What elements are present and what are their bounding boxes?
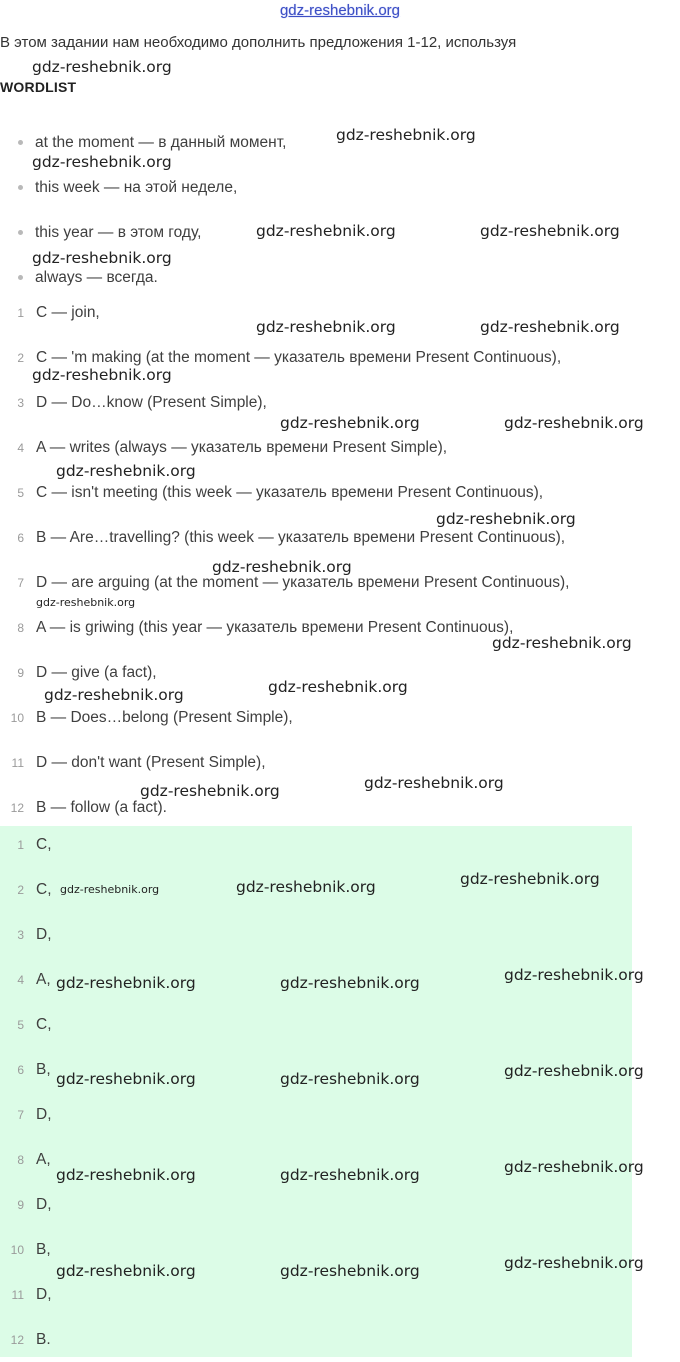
summary-item: 11 D,	[11, 1285, 52, 1303]
summary-item: 7 D,	[17, 1105, 52, 1123]
watermark: gdz-reshebnik.org	[36, 596, 136, 609]
watermark: gdz-reshebnik.org	[140, 782, 280, 800]
watermark: gdz-reshebnik.org	[280, 974, 420, 992]
watermark: gdz-reshebnik.org	[504, 414, 644, 432]
summary-item: 10 B,	[10, 1240, 51, 1258]
answer-item: 2 C — 'm making (at the moment — указатель времени Present Continuous),	[17, 348, 562, 366]
watermark: gdz-reshebnik.org	[268, 678, 408, 696]
bullet-icon	[18, 275, 23, 280]
summary-item: 1 C,	[17, 835, 52, 853]
summary-item: 6 B,	[17, 1060, 51, 1078]
summary-item: 2 C,	[17, 880, 52, 898]
summary-item: 9 D,	[17, 1195, 52, 1213]
watermark: gdz-reshebnik.org	[56, 974, 196, 992]
watermark: gdz-reshebnik.org	[56, 1070, 196, 1088]
watermark: gdz-reshebnik.org	[364, 774, 504, 792]
intro-text: В этом задании нам необходимо дополнить предложения 1-12, используя	[0, 34, 517, 51]
answer-item: 4 A — writes (always — указатель времени Present Simple),	[17, 438, 448, 456]
answer-item: 10 B — Does…belong (Present Simple),	[10, 708, 293, 726]
watermark: gdz-reshebnik.org	[44, 686, 184, 704]
bullet-icon	[18, 230, 23, 235]
watermark: gdz-reshebnik.org	[256, 318, 396, 336]
summary-item: 4 A,	[17, 970, 51, 988]
watermark: gdz-reshebnik.org	[280, 414, 420, 432]
watermark: gdz-reshebnik.org	[56, 1166, 196, 1184]
summary-item: 12 B.	[10, 1330, 51, 1348]
answer-item: 1 C — join,	[17, 303, 100, 321]
watermark: gdz-reshebnik.org	[504, 1254, 644, 1272]
list-item: this year — в этом году,	[0, 210, 201, 255]
watermark: gdz-reshebnik.org	[32, 153, 172, 171]
watermark: gdz-reshebnik.org	[32, 58, 172, 76]
watermark: gdz-reshebnik.org	[236, 878, 376, 896]
watermark: gdz-reshebnik.org	[280, 1166, 420, 1184]
bullet-icon	[18, 140, 23, 145]
answer-item: 5 C — isn't meeting (this week — указатель времени Present Continuous),	[17, 483, 544, 501]
site-link[interactable]: gdz-reshebnik.org	[279, 2, 401, 19]
watermark: gdz-reshebnik.org	[480, 222, 620, 240]
watermark: gdz-reshebnik.org	[280, 1262, 420, 1280]
answer-item: 7 D — are arguing (at the moment — указатель времени Present Continuous),	[17, 573, 570, 591]
summary-item: 5 C,	[17, 1015, 52, 1033]
answer-item: 8 A — is griwing (this year — указатель времени Present Continuous),	[17, 618, 514, 636]
answer-item: 12 B — follow (a fact).	[10, 798, 167, 816]
watermark: gdz-reshebnik.org	[60, 883, 160, 896]
watermark: gdz-reshebnik.org	[336, 126, 476, 144]
watermark: gdz-reshebnik.org	[492, 634, 632, 652]
summary-item: 8 A,	[17, 1150, 51, 1168]
watermark: gdz-reshebnik.org	[504, 1158, 644, 1176]
watermark: gdz-reshebnik.org	[280, 1070, 420, 1088]
watermark: gdz-reshebnik.org	[56, 462, 196, 480]
answer-item: 9 D — give (a fact),	[17, 663, 157, 681]
watermark: gdz-reshebnik.org	[256, 222, 396, 240]
list-item: always — всегда.	[0, 255, 158, 300]
answer-item: 6 B — Are…travelling? (this week — указатель времени Present Continuous),	[17, 528, 566, 546]
bullet-icon	[18, 185, 23, 190]
list-item: this week — на этой неделе,	[0, 165, 237, 210]
answer-item: 3 D — Do…know (Present Simple),	[17, 393, 267, 411]
watermark: gdz-reshebnik.org	[480, 318, 620, 336]
watermark: gdz-reshebnik.org	[436, 510, 576, 528]
watermark: gdz-reshebnik.org	[212, 558, 352, 576]
list-item: at the moment — в данный момент,	[0, 120, 286, 165]
watermark: gdz-reshebnik.org	[460, 870, 600, 888]
summary-item: 3 D,	[17, 925, 52, 943]
watermark: gdz-reshebnik.org	[56, 1262, 196, 1280]
watermark: gdz-reshebnik.org	[32, 366, 172, 384]
answer-item: 11 D — don't want (Present Simple),	[11, 753, 266, 771]
watermark: gdz-reshebnik.org	[32, 249, 172, 267]
wordlist-heading: WORDLIST	[0, 79, 77, 95]
watermark: gdz-reshebnik.org	[504, 966, 644, 984]
watermark: gdz-reshebnik.org	[504, 1062, 644, 1080]
